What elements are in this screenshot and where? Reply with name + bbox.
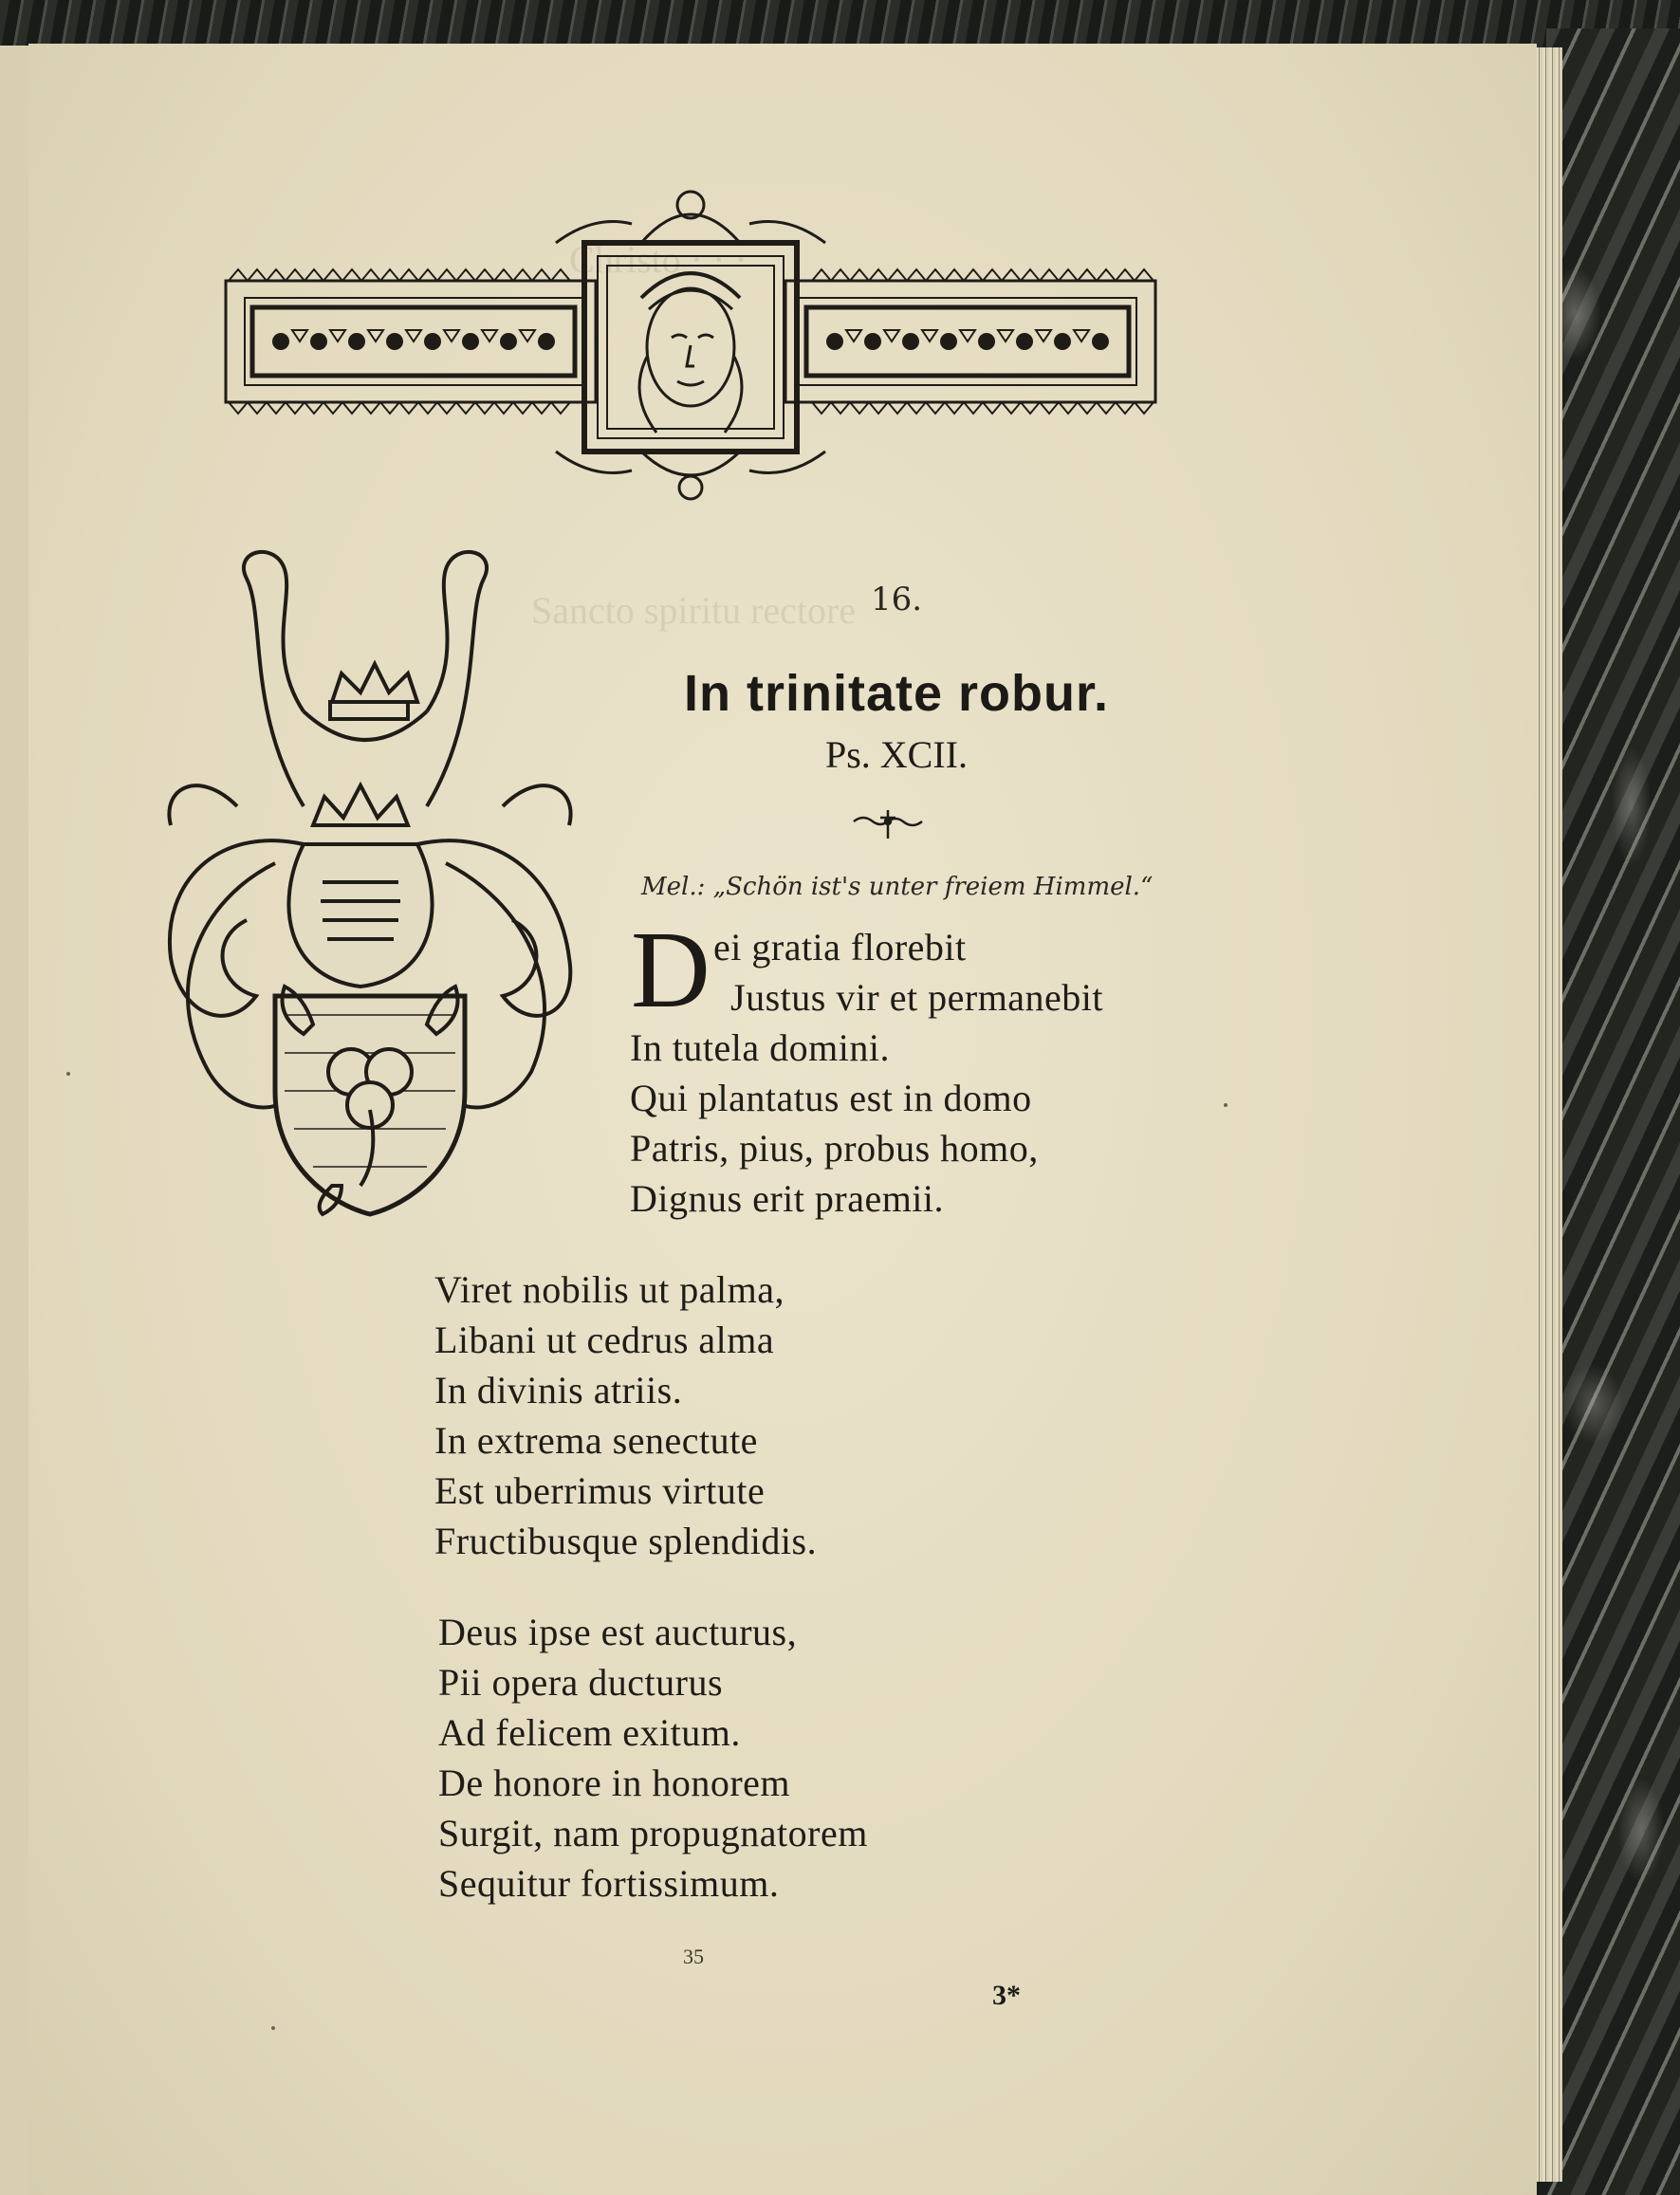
paper-speck <box>271 2026 275 2030</box>
verse-line: De honore in honorem <box>438 1762 791 1804</box>
verse-line: Libani ut cedrus alma <box>434 1319 775 1361</box>
verse-line: Dignus erit praemii. <box>630 1177 945 1220</box>
page-title: In trinitate robur. <box>683 665 1110 722</box>
flourish-icon <box>850 806 926 844</box>
page-number: 35 <box>683 1945 704 1968</box>
song-number: 16. <box>870 581 923 618</box>
headpiece-ornament-icon <box>224 186 1157 503</box>
melody-note: Mel.: „Schön ist's unter freiem Himmel.“ <box>641 873 1154 901</box>
verse-line: Sequitur fortissimum. <box>438 1862 780 1905</box>
verse-line: Deus ipse est aucturus, <box>438 1611 798 1653</box>
marbled-edge <box>1546 28 1680 2195</box>
verse-line: ei gratia florebit <box>713 926 967 968</box>
verse-line: Justus vir et permanebit <box>730 976 1104 1019</box>
verse-line: Pii opera ducturus <box>438 1661 724 1704</box>
verse-line: In extrema senectute <box>434 1419 758 1462</box>
bleed-through: Christo · · · <box>569 238 748 281</box>
verse-line: In tutela domini. <box>630 1026 891 1069</box>
verse-line: Fructibusque splendidis. <box>434 1520 818 1562</box>
left-page-edge <box>0 46 30 2195</box>
verse-line: Qui plantatus est in domo <box>630 1077 1032 1119</box>
verse-line: Ad felicem exitum. <box>438 1711 741 1754</box>
coat-of-arms-icon <box>142 541 617 1224</box>
psalm-reference: Ps. XCII. <box>824 733 969 776</box>
verse-line: Est uberrimus virtute <box>434 1469 766 1512</box>
paper-speck <box>1224 1103 1228 1107</box>
signature-mark: 3* <box>992 1980 1021 2011</box>
verse-line: In divinis atriis. <box>434 1369 683 1411</box>
verse-line: Patris, pius, probus homo, <box>630 1127 1039 1170</box>
verse-line: Surgit, nam propugnatorem <box>438 1812 868 1854</box>
drop-cap: D <box>631 910 711 1031</box>
verse-line: Viret nobilis ut palma, <box>434 1268 785 1311</box>
bleed-through: Sancto spiritu rectore <box>531 589 857 632</box>
paper-speck <box>66 1072 70 1076</box>
